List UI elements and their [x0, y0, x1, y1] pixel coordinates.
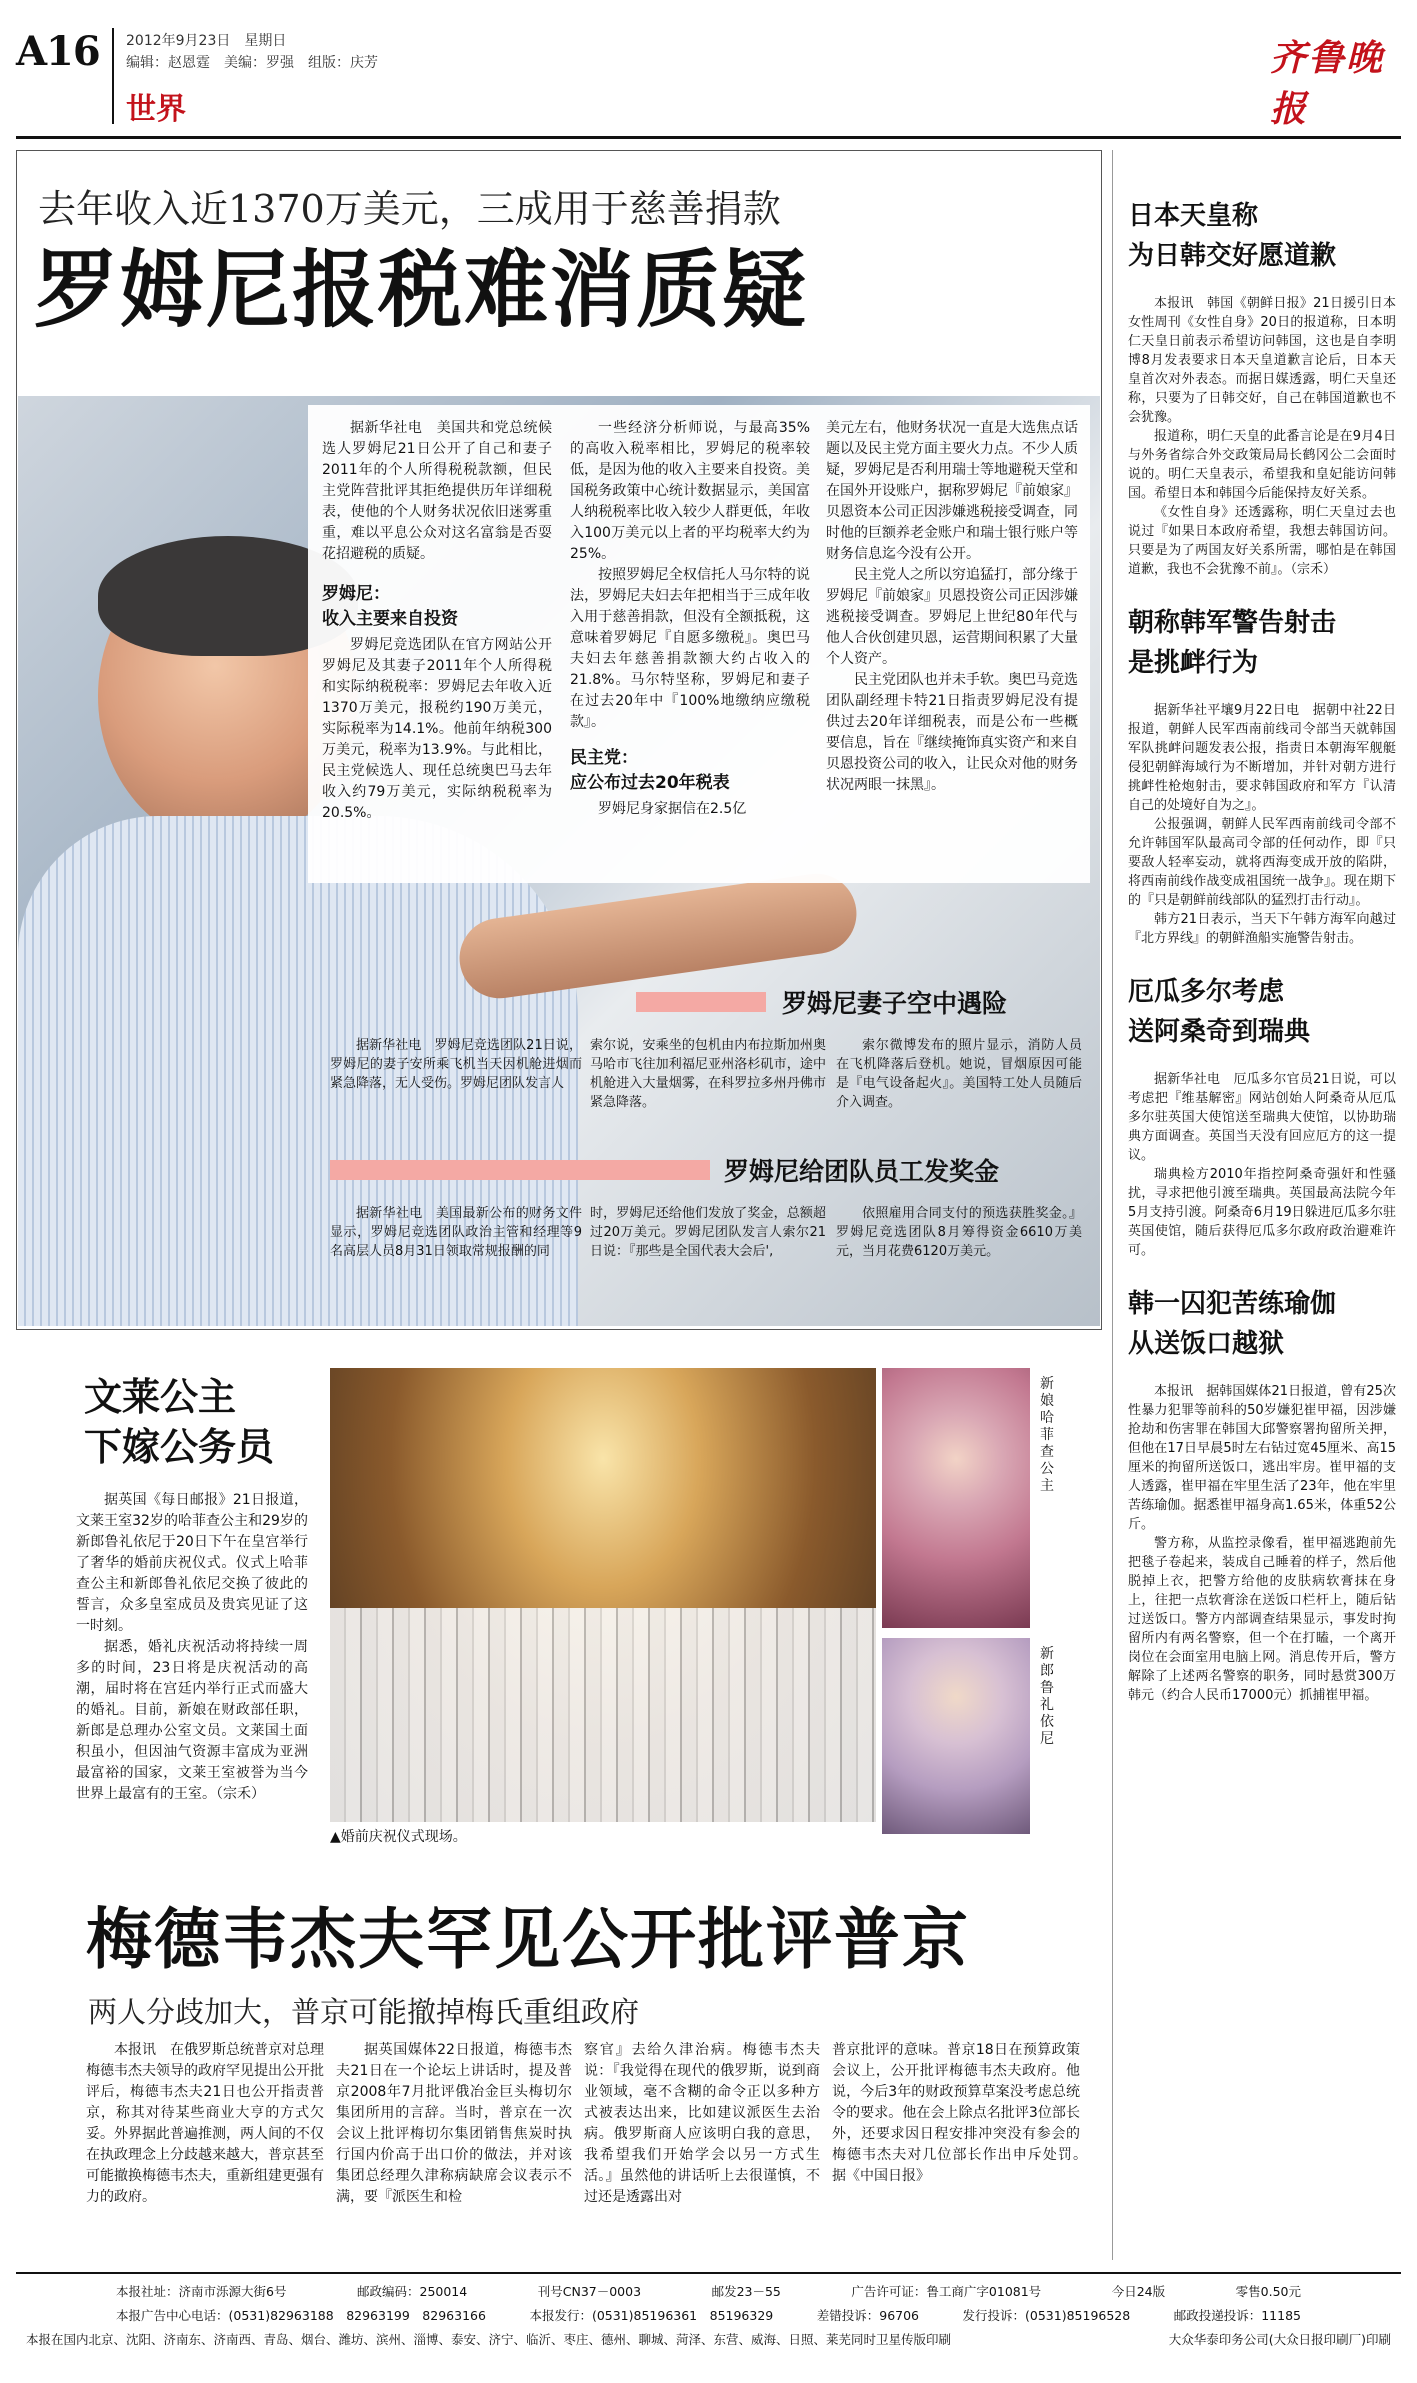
- footer-row-1: [16, 2280, 1401, 2304]
- sidebar-headline: 日本天皇称: [1128, 201, 1259, 231]
- lead-column-1: [322, 418, 552, 824]
- lead-column-2: [570, 418, 810, 820]
- paper-logo: 齐鲁晚报: [1270, 37, 1385, 130]
- footer-error-report: 差错投诉：96706: [816, 2308, 920, 2323]
- medvedev-col1: [86, 2040, 324, 2208]
- footer-delivery-complaint: 发行投诉：(0531)85196528: [962, 2308, 1131, 2323]
- medvedev-col3: [584, 2040, 820, 2208]
- story3-col2: [590, 1204, 826, 1261]
- footer-price: 零售0.50元: [1235, 2284, 1301, 2299]
- brunei-headline: [84, 1372, 274, 1472]
- footer-post-code: 邮发23－55: [711, 2284, 781, 2299]
- sidebar-divider: [1112, 150, 1113, 2260]
- sidebar-headline: 送阿桑奇到瑞典: [1128, 1017, 1311, 1047]
- bride-caption: 新娘哈菲查公主: [1040, 1376, 1054, 1494]
- footer-print-sites: 本报在国内北京、沈阳、济南东、济南西、青岛、烟台、潍坊、滨州、淄博、泰安、济宁、临沂、枣庄、德州、聊城、菏泽、东营、威海、日照、莱芜同时卫星传版印刷: [26, 2332, 952, 2347]
- lead-paragraph: 一些经济分析师说，与最高35%的高收入税率相比，罗姆尼的税率较低，是因为他的收入主要来自投资。美国税务政策中心统计数据显示，美国富人纳税税率比收入较少人群更低，年收入100万美元以上者的平均税率大约为25%。: [570, 420, 810, 562]
- bride-photo: [882, 1368, 1030, 1628]
- masthead: [0, 0, 1417, 140]
- editor-credits: 编辑：赵恩霆 美编：罗强 组版：庆芳: [126, 55, 378, 71]
- sidebar-text: 瑞典检方2010年指控阿桑奇强奸和性骚扰，寻求把他引渡至瑞典。英国最高法院今年5月支持引渡。阿桑奇6月19日躲进厄瓜多尔驻英国使馆，随后获得厄瓜多尔政府政治避难许可。: [1128, 1167, 1396, 1258]
- brunei-paragraph: 据英国《每日邮报》21日报道，文莱王室32岁的哈菲查公主和29岁的新郎鲁礼依尼于20日下午在皇宫举行了奢华的婚前庆祝仪式。仪式上哈菲查公主和新郎鲁礼依尼交换了彼此的誓言，众多皇室成员及贵宾见证了这一时刻。: [76, 1492, 308, 1634]
- groom-caption: 新郎鲁礼依尼: [1040, 1646, 1054, 1747]
- story2-text: 据新华社电 罗姆尼竞选团队21日说，罗姆尼的妻子安所乘飞机当天因机舱进烟而紧急降落，无人受伤。罗姆尼团队发言人: [330, 1038, 582, 1091]
- lead-paragraph: 美元左右，他财务状况一直是大选焦点话题以及民主党方面主要火力点。不少人质疑，罗姆尼是否利用瑞士等地避税天堂和在国外开设账户，据称罗姆尼『前娘家』贝恩资本公司正因涉嫌逃税接受调查，同时他的巨额养老金账户和瑞士银行账户等财务信息迄今没有公开。: [826, 420, 1078, 562]
- lead-subhead-1a: 罗姆尼：: [322, 584, 390, 604]
- sidebar-headline: 是挑衅行为: [1128, 648, 1259, 678]
- lead-column-3: [826, 418, 1078, 796]
- footer: [16, 2280, 1401, 2352]
- lead-paragraph: 罗姆尼竞选团队在官方网站公开罗姆尼及其妻子2011年个人所得税和实际纳税税率：罗姆尼去年收入近1370万美元，报税约190万美元，实际税率为14.1%。他前年纳税300万美元，税率为13.9%。与此相比，民主党候选人、现任总统奥巴马去年收入约79万美元，实际纳税税率为20.5%。: [322, 637, 552, 821]
- brunei-headline-line: 文莱公主: [84, 1375, 237, 1419]
- footer-ad-license: 广告许可证：鲁工商广字01081号: [851, 2284, 1042, 2299]
- headline-bar: [330, 1160, 710, 1180]
- medvedev-text: 本报讯 在俄罗斯总统普京对总理梅德韦杰夫领导的政府罕见提出公开批评后，梅德韦杰夫21日也公开指责普京，称其对待某些商业大亨的方式欠妥。外界据此普遍推测，两人间的不仅在执政理念上分歧越来越大，普京甚至可能撤换梅德韦杰夫，重新组建更强有力的政府。: [86, 2042, 324, 2205]
- footer-rule: [16, 2272, 1401, 2274]
- story3-text: 时，罗姆尼还给他们发放了奖金，总额超过20万美元。罗姆尼团队发言人索尔21日说：『那些是全国代表大会后',: [590, 1206, 826, 1259]
- medvedev-headline: 梅德韦杰夫罕见公开批评普京: [86, 1901, 970, 1978]
- medvedev-text: 察官』去给久津治病。梅德韦杰夫说：『我觉得在现代的俄罗斯，说到商业领域，毫不含糊的命令正以多种方式被表达出来，比如建议派医生去治病。俄罗斯商人应该明白我的意思，我希望我们开始学会以另一方式生活。』虽然他的讲话听上去很谨慎，不过还是透露出对: [584, 2042, 820, 2205]
- sidebar-text: 《女性自身》还透露称，明仁天皇过去也说过『如果日本政府希望，我想去韩国访问。只要是为了两国友好关系所需，哪怕是在韩国道歉，我也不会犹豫不前』。（宗禾）: [1128, 505, 1396, 577]
- sidebar-text: 韩方21日表示，当天下午韩方海军向越过『北方界线』的朝鲜渔船实施警告射击。: [1128, 912, 1396, 946]
- brunei-body: [76, 1490, 308, 1805]
- lead-paragraph: 民主党人之所以穷追猛打，部分缘于罗姆尼『前娘家』贝恩投资公司正因涉嫌逃税接受调查。罗姆尼上世纪80年代与他人合伙创建贝恩，运营期间积累了大量个人资产。: [826, 567, 1078, 667]
- footer-page-count: 今日24版: [1111, 2284, 1166, 2299]
- story3-col1: [330, 1204, 582, 1261]
- footer-postal-complaint: 邮政投递投诉：11185: [1173, 2308, 1301, 2323]
- sidebar-headline: 朝称韩军警告射击: [1128, 608, 1337, 638]
- footer-address: 本报社址：济南市泺源大街6号: [116, 2284, 287, 2299]
- sidebar-headline: 韩一囚犯苦练瑜伽: [1128, 1289, 1337, 1319]
- masthead-rule: [16, 136, 1401, 139]
- wedding-photo-caption: ▲婚前庆祝仪式现场。: [330, 1829, 467, 1845]
- sidebar-text: 本报讯 韩国《朝鲜日报》21日援引日本女性周刊《女性自身》20日的报道称，日本明仁天皇日前表示希望访问韩国，这也是自李明博8月发表要求日本天皇道歉言论后，日本天皇首次对外表态。而据日媒透露，明仁天皇还称，只要为了日韩交好，自己在韩国道歉也不会犹豫。: [1128, 296, 1396, 425]
- lead-kicker: 去年收入近1370万美元，三成用于慈善捐款: [38, 187, 781, 231]
- sidebar-text: 据新华社电 厄瓜多尔官员21日说，可以考虑把『维基解密』网站创始人阿桑奇从厄瓜多尔驻英国大使馆送至瑞典大使馆，以协助瑞典方面调查。英国当天没有回应厄方的这一提议。: [1128, 1072, 1396, 1163]
- sidebar: [1128, 196, 1396, 1705]
- footer-ad-phone: 本报广告中心电话：(0531)82963188 82963199 82963166: [116, 2308, 486, 2323]
- issue-date: 2012年9月23日 星期日: [126, 33, 287, 49]
- medvedev-text: 据英国媒体22日报道，梅德韦杰夫21日在一个论坛上讲话时，提及普京2008年7月批评俄冶金巨头梅切尔集团所用的言辞。当时，普京在一次会议上批评梅切尔集团销售焦炭时执行国内价高于出口价的做法，并对该集团总经理久津称病缺席会议表示不满，要『派医生和检: [336, 2042, 572, 2205]
- story2-text: 索尔说，安乘坐的包机由内布拉斯加州奥马哈市飞往加利福尼亚州洛杉矶市，途中机舱进入大量烟雾，在科罗拉多州丹佛市紧急降落。: [590, 1038, 826, 1110]
- groom-photo: [882, 1638, 1030, 1834]
- medvedev-subhead: 两人分歧加大，普京可能撤掉梅氏重组政府: [88, 1995, 640, 2029]
- masthead-divider: [112, 28, 114, 124]
- story3-text: 据新华社电 美国最新公布的财务文件显示，罗姆尼竞选团队政治主管和经理等9名高层人员8月31日领取常规报酬的同: [330, 1206, 582, 1259]
- medvedev-col2: [336, 2040, 572, 2208]
- footer-printer: 大众华泰印务公司(大众日报印刷厂)印刷: [1168, 2332, 1391, 2347]
- lead-subhead-2a: 民主党：: [570, 748, 638, 768]
- story2-col3: [836, 1036, 1082, 1112]
- sidebar-text: 报道称，明仁天皇的此番言论是在9月4日与外务省综合外交政策局局长鹤冈公二会面时说的。明仁天皇表示，希望我和皇妃能访问韩国。希望日本和韩国今后能保持友好关系。: [1128, 429, 1396, 501]
- lead-paragraph: 民主党团队也并未手软。奥巴马竞选团队副经理卡特21日指责罗姆尼没有提供过去20年详细税表，而是公布一些概要信息，旨在『继续掩饰真实资产和来自贝恩投资公司的收入，让民众对他的财务状况两眼一抹黑』。: [826, 672, 1078, 793]
- wedding-hall-photo: [330, 1368, 876, 1822]
- footer-issn: 刊号CN37－0003: [537, 2284, 642, 2299]
- footer-row-3: [16, 2328, 1401, 2352]
- crowd: [330, 1608, 876, 1822]
- medvedev-text: 普京批评的意味。普京18日在预算政策会议上，公开批评梅德韦杰夫政府。他说，今后3年的财政预算草案没考虑总统令的要求。他在会上除点名批评3位部长外，还要求因日程安排冲突没有参会的梅德韦杰夫对几位部长作出申斥处罚。 据《中国日报》: [832, 2042, 1094, 2184]
- sidebar-headline: 厄瓜多尔考虑: [1128, 977, 1285, 1007]
- brunei-headline-line: 下嫁公务员: [84, 1425, 275, 1469]
- medvedev-col4: [832, 2040, 1094, 2187]
- sidebar-text: 据新华社平壤9月22日电 据朝中社22日报道，朝鲜人民军西南前线司令部当天就韩国军队挑衅问题发表公报，指责日本朝海军舰艇侵犯朝鲜海域行为不断增加，并针对朝方进行挑衅性枪炮射击，要求韩国政府和军方『认清自己的处境好自为之』。: [1128, 703, 1396, 813]
- sidebar-text: 本报讯 据韩国媒体21日报道，曾有25次性暴力犯罪等前科的50岁嫌犯崔甲福，因涉嫌抢劫和伤害罪在韩国大邱警察署拘留所关押，但他在17日早晨5时左右钻过宽45厘米、高15厘米的拘留所送饭口，逃出牢房。崔甲福的支人透露，崔甲福在牢里生活了23年，他在牢里苦练瑜伽。据悉崔甲福身高1.65米，体重52公斤。: [1128, 1384, 1396, 1532]
- lead-paragraph: 罗姆尼身家据信在2.5亿: [598, 801, 747, 817]
- sidebar-text: 公报强调，朝鲜人民军西南前线司令部不允许韩国军队最高司令部的任何动作，即『只要敌人轻率妄动，就将西海变成开放的陷阱，将西南前线作战变成祖国统一战争』。现在期下的『只是朝鲜前线部队的猛烈打击行动』。: [1128, 817, 1396, 908]
- headline-bar: [636, 992, 766, 1012]
- page-number: A16: [16, 28, 100, 75]
- lead-paragraph: 按照罗姆尼全权信托人马尔特的说法，罗姆尼夫妇去年把相当于三成年收入用于慈善捐款，但没有全额抵税，这意味着罗姆尼『自愿多缴税』。奥巴马夫妇去年慈善捐款额大约占收入的21.8%。马尔特坚称，罗姆尼和妻子在过去20年中『100%地缴纳应缴税款』。: [570, 567, 810, 730]
- lead-subhead-1b: 收入主要来自投资: [322, 609, 458, 629]
- story2-col1: [330, 1036, 582, 1093]
- story3-text: 依照雇用合同支付的预选获胜奖金。』罗姆尼竞选团队8月筹得资金6610万美元，当月花费6120万美元。: [836, 1206, 1082, 1259]
- story2-text: 索尔微博发布的照片显示，消防人员在飞机降落后登机。她说，冒烟原因可能是『电气设备起火』。美国特工处人员随后介入调查。: [836, 1038, 1082, 1110]
- section-name: 世界: [126, 92, 186, 127]
- footer-row-2: [16, 2304, 1401, 2328]
- sidebar-headline: 从送饭口越狱: [1128, 1329, 1285, 1359]
- footer-postcode: 邮政编码：250014: [357, 2284, 468, 2299]
- brunei-paragraph: 据悉，婚礼庆祝活动将持续一周多的时间，23日将是庆祝活动的高潮，届时将在宫廷内举行正式而盛大的婚礼。目前，新娘在财政部任职，新郎是总理办公室文员。文莱国土面积虽小，但因油气资源丰富成为亚洲最富裕的国家，文莱王室被誉为当今世界上最富有的王室。（宗禾）: [76, 1639, 308, 1802]
- lead-headline: 罗姆尼报税难消质疑: [34, 241, 809, 339]
- sidebar-text: 警方称，从监控录像看，崔甲福逃跑前先把毯子卷起来，装成自己睡着的样子，然后他脱掉上衣，把警方给他的皮肤病软膏抹在身上，往把一点软膏涂在送饭口栏杆上，随后钻过送饭口。警方内部调查结果显示，事发时拘留所内有两名警察，但一个在打瞌，一个离开岗位在会面室用电脑上网。消息传开后，警方解除了上述两名警察的职务，同时悬赏300万韩元（约合人民币17000元）抓捕崔甲福。: [1128, 1536, 1396, 1703]
- story3-headline: 罗姆尼给团队员工发奖金: [724, 1157, 1000, 1186]
- lead-subhead-2b: 应公布过去20年税表: [570, 773, 730, 793]
- story3-col3: [836, 1204, 1082, 1261]
- lead-paragraph: 据新华社电 美国共和党总统候选人罗姆尼21日公开了自己和妻子2011年的个人所得税税款额，但民主党阵营批评其拒绝提供历年详细税表，使他的个人财务状况依旧迷雾重重，难以平息公众对这名富翁是否耍花招避税的质疑。: [322, 420, 552, 562]
- story2-col2: [590, 1036, 826, 1112]
- story2-headline: 罗姆尼妻子空中遇险: [782, 989, 1008, 1018]
- sidebar-headline: 为日韩交好愿道歉: [1128, 241, 1337, 271]
- footer-distribution: 本报发行：(0531)85196361 85196329: [529, 2308, 774, 2323]
